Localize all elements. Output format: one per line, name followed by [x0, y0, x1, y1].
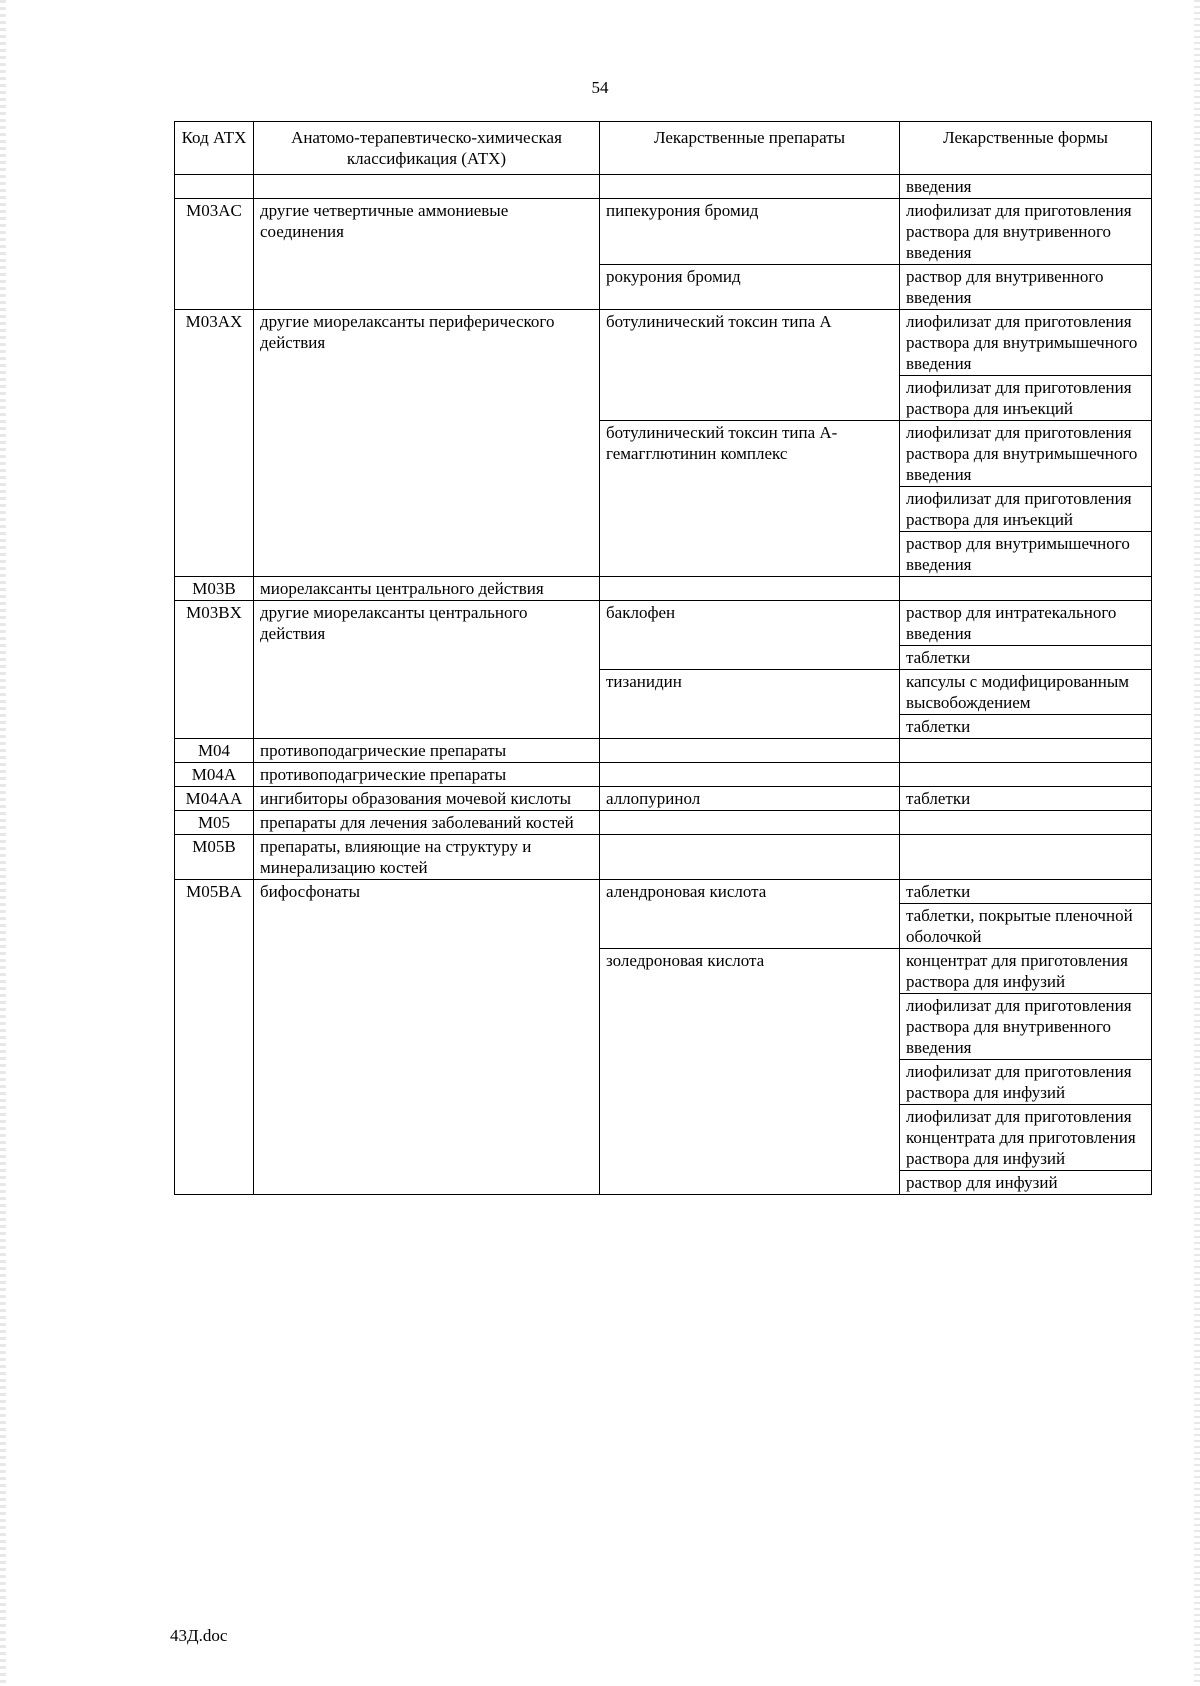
form-cell	[900, 739, 1152, 763]
form-cell: таблетки	[900, 646, 1152, 670]
form-cell: раствор для внутримышечного введения	[900, 532, 1152, 577]
code-cell: M03AC	[175, 199, 254, 310]
form-cell: раствор для интратекального введения	[900, 601, 1152, 646]
scan-edge-right	[1194, 0, 1200, 1686]
table-row	[175, 199, 1152, 265]
form-cell: таблетки	[900, 880, 1152, 904]
footer-filename: 43Д.doc	[170, 1626, 228, 1645]
form-cell	[900, 811, 1152, 835]
table-row	[175, 601, 1152, 646]
code-cell: M03AX	[175, 310, 254, 577]
table-row	[175, 175, 1152, 199]
code-cell: M04AA	[175, 787, 254, 811]
form-cell: раствор для внутривенного введения	[900, 265, 1152, 310]
form-cell: лиофилизат для приготовления концентрата для приготовления раствора для инфузий	[900, 1105, 1152, 1171]
form-cell: капсулы с модифицированным высвобождением	[900, 670, 1152, 715]
table-row	[175, 880, 1152, 904]
form-cell: раствор для инфузий	[900, 1171, 1152, 1195]
table-header-row	[175, 122, 1152, 175]
atx-table	[174, 121, 1152, 1195]
code-cell: M05B	[175, 835, 254, 880]
code-cell: M03B	[175, 577, 254, 601]
drug-cell	[600, 739, 900, 763]
form-cell: таблетки, покрытые пленочной оболочкой	[900, 904, 1152, 949]
table-row	[175, 739, 1152, 763]
form-cell: лиофилизат для приготовления раствора для внутривенного введения	[900, 994, 1152, 1060]
header-classification: Анатомо-терапевтическо-химическая классификация (АТХ)	[254, 122, 600, 175]
drug-cell	[600, 835, 900, 880]
drug-cell: рокурония бромид	[600, 265, 900, 310]
form-cell	[900, 835, 1152, 880]
table-row	[175, 811, 1152, 835]
form-cell	[900, 577, 1152, 601]
drug-cell	[600, 175, 900, 199]
drug-cell: золедроновая кислота	[600, 949, 900, 1195]
drug-cell: баклофен	[600, 601, 900, 670]
form-cell: лиофилизат для приготовления раствора для инъекций	[900, 376, 1152, 421]
header-drugs: Лекарственные препараты	[600, 122, 900, 175]
table-row	[175, 763, 1152, 787]
drug-cell: алендроновая кислота	[600, 880, 900, 949]
header-forms: Лекарственные формы	[900, 122, 1152, 175]
drug-cell: ботулинический токсин типа A	[600, 310, 900, 421]
form-cell: лиофилизат для приготовления раствора для инъекций	[900, 487, 1152, 532]
header-code: Код АТХ	[175, 122, 254, 175]
code-cell: M03BX	[175, 601, 254, 739]
form-cell: лиофилизат для приготовления раствора для внутримышечного введения	[900, 310, 1152, 376]
form-cell	[900, 763, 1152, 787]
code-cell	[175, 175, 254, 199]
form-cell: введения	[900, 175, 1152, 199]
code-cell: M04A	[175, 763, 254, 787]
classification-cell: другие миорелаксанты периферического действия	[254, 310, 600, 577]
drug-cell	[600, 577, 900, 601]
classification-cell: другие миорелаксанты центрального действия	[254, 601, 600, 739]
classification-cell: противоподагрические препараты	[254, 739, 600, 763]
form-cell: концентрат для приготовления раствора для инфузий	[900, 949, 1152, 994]
scan-edge-left	[0, 0, 6, 1686]
form-cell: таблетки	[900, 787, 1152, 811]
classification-cell: препараты для лечения заболеваний костей	[254, 811, 600, 835]
code-cell: M04	[175, 739, 254, 763]
drug-cell: ботулинический токсин типа A-гемагглютинин комплекс	[600, 421, 900, 577]
classification-cell: другие четвертичные аммониевые соединения	[254, 199, 600, 310]
table-row	[175, 310, 1152, 376]
drug-cell: аллопуринол	[600, 787, 900, 811]
classification-cell: бифосфонаты	[254, 880, 600, 1195]
classification-cell: ингибиторы образования мочевой кислоты	[254, 787, 600, 811]
code-cell: M05	[175, 811, 254, 835]
form-cell: лиофилизат для приготовления раствора для внутримышечного введения	[900, 421, 1152, 487]
drug-cell: тизанидин	[600, 670, 900, 739]
classification-cell	[254, 175, 600, 199]
classification-cell: противоподагрические препараты	[254, 763, 600, 787]
form-cell: лиофилизат для приготовления раствора для инфузий	[900, 1060, 1152, 1105]
drug-cell	[600, 763, 900, 787]
drug-cell	[600, 811, 900, 835]
form-cell: лиофилизат для приготовления раствора для внутривенного введения	[900, 199, 1152, 265]
form-cell: таблетки	[900, 715, 1152, 739]
classification-cell: миорелаксанты центрального действия	[254, 577, 600, 601]
classification-cell: препараты, влияющие на структуру и минерализацию костей	[254, 835, 600, 880]
page-number: 54	[591, 78, 609, 97]
drug-cell: пипекурония бромид	[600, 199, 900, 265]
table-row	[175, 787, 1152, 811]
table-row	[175, 835, 1152, 880]
code-cell: M05BA	[175, 880, 254, 1195]
table-row	[175, 577, 1152, 601]
